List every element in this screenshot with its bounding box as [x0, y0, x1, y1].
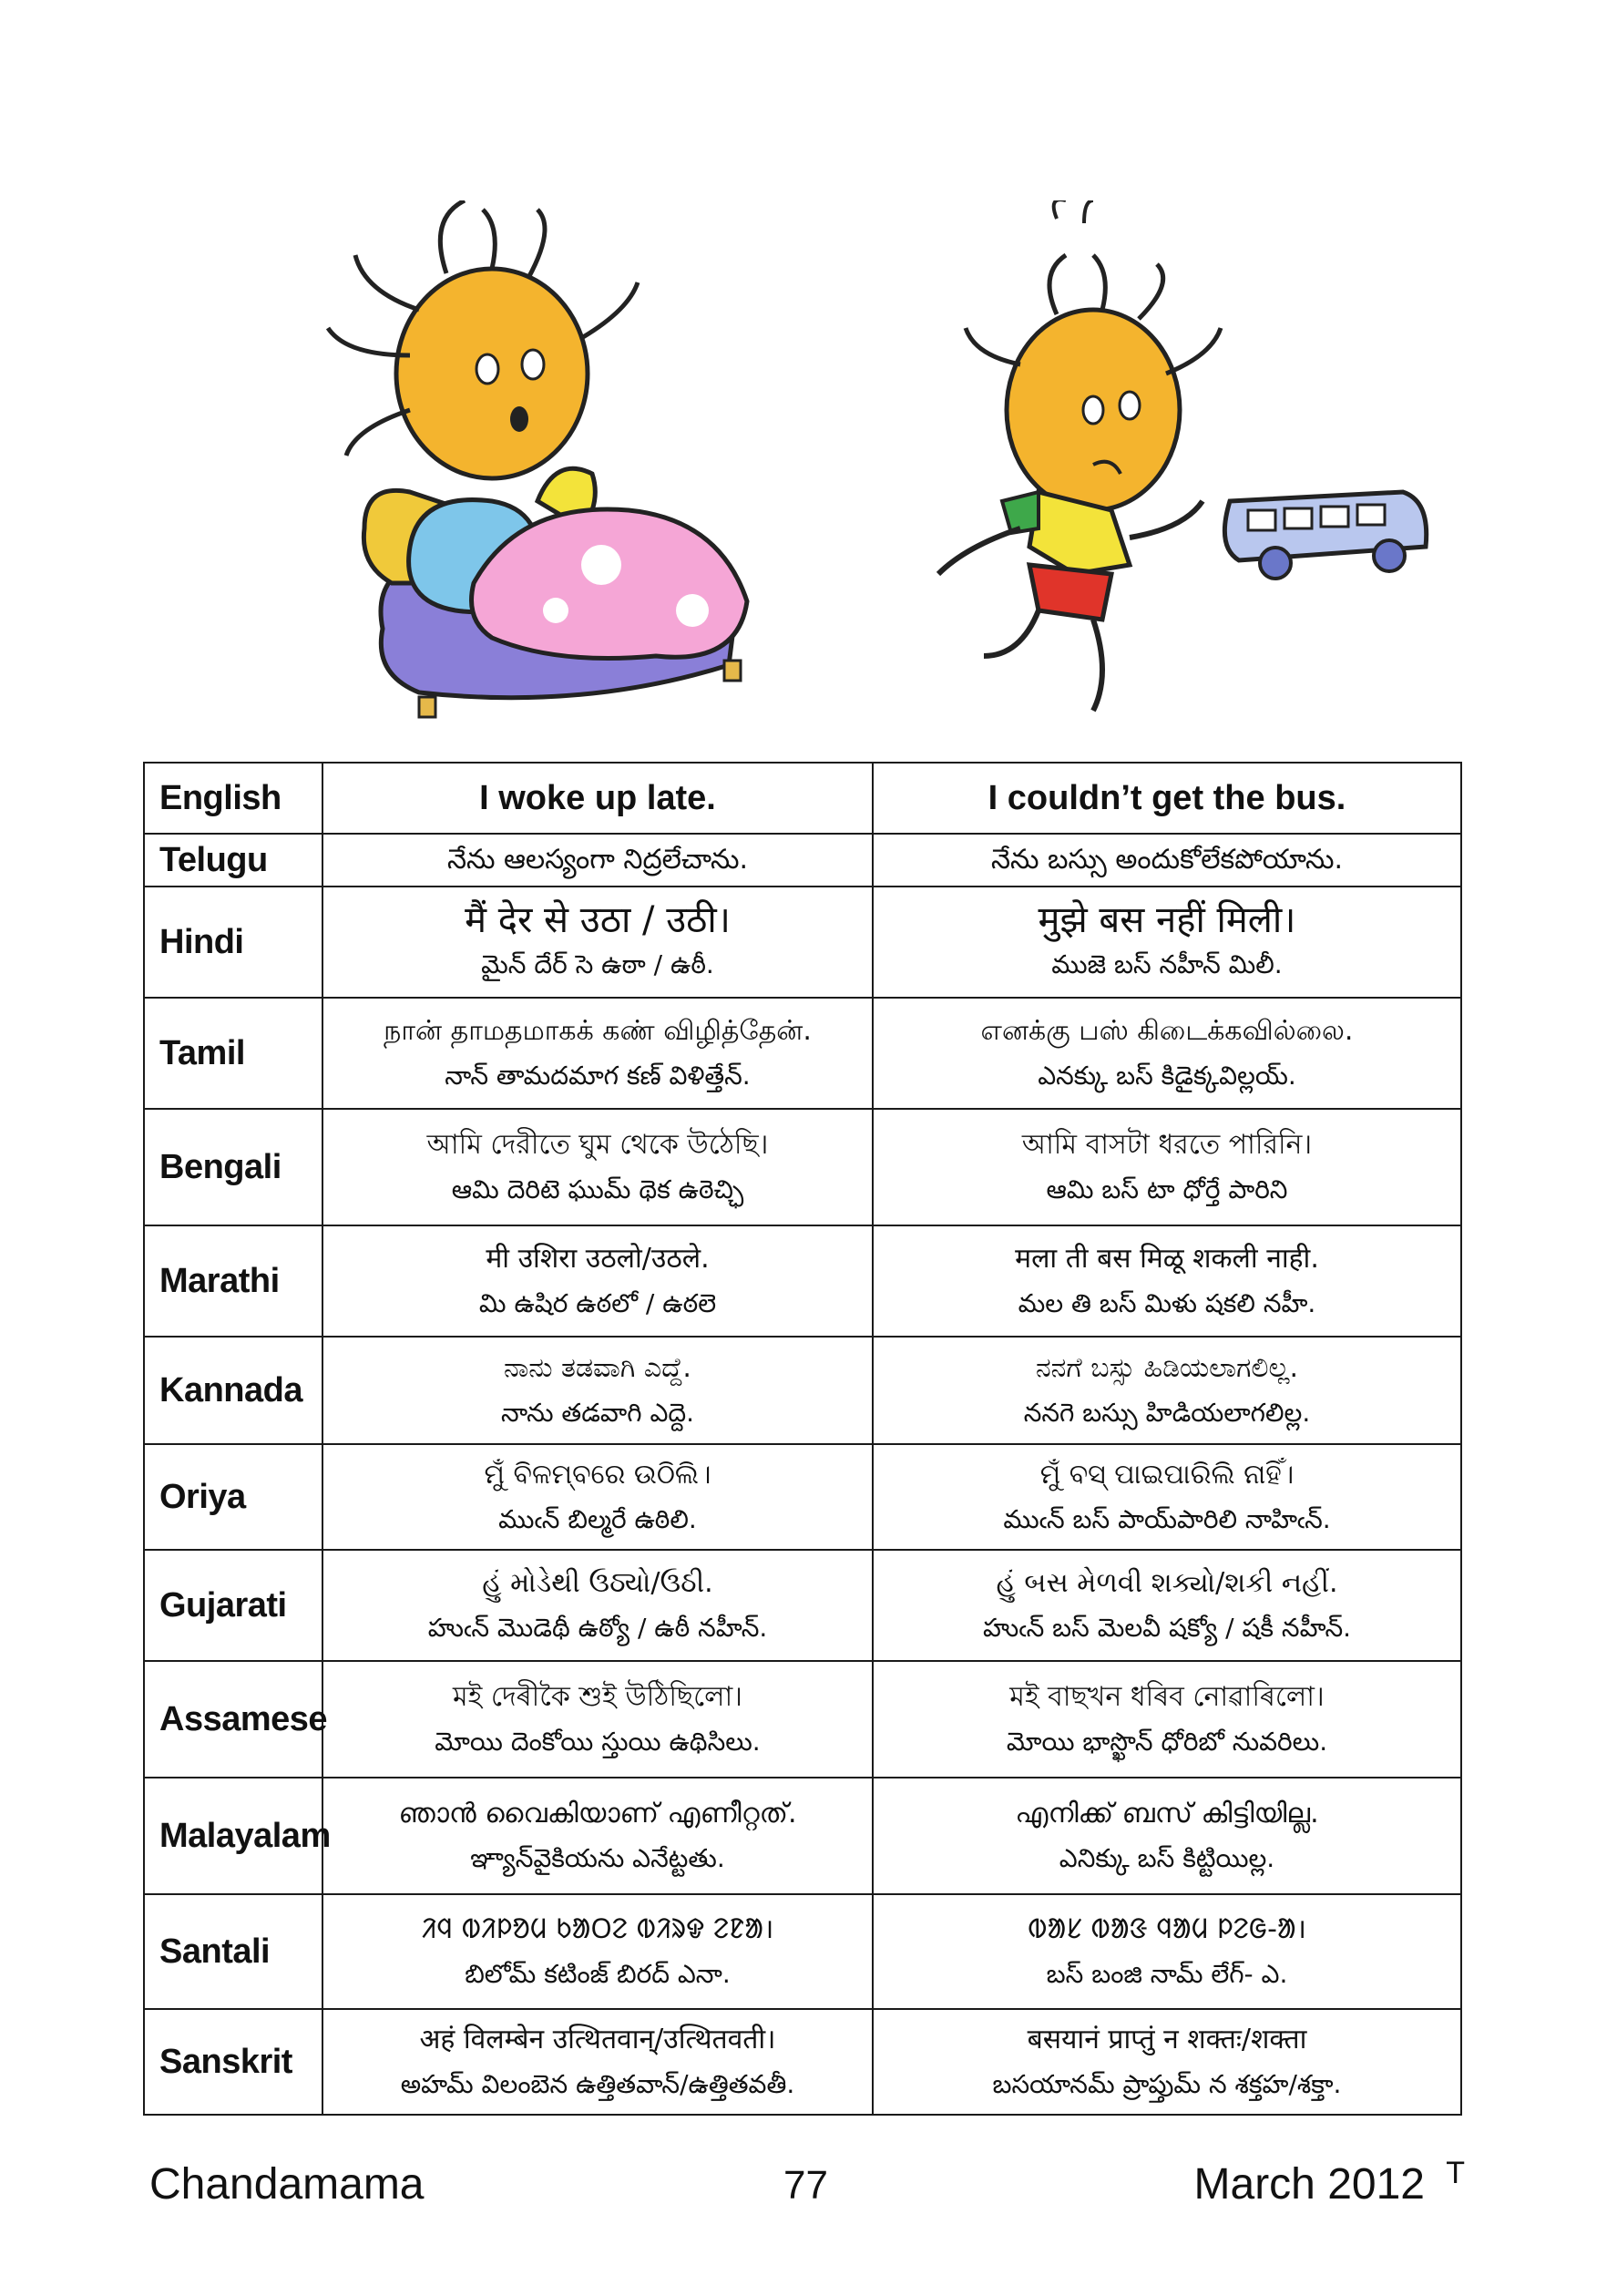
page-footer [146, 2156, 1476, 2223]
telugu-transliteration-line: మోయి భాస్ఖొన్ ధోరిబో నువరిలు. [1006, 1727, 1328, 1757]
native-script-line: હું બસ મેળવી શક્યો/શકી નહીં. [996, 1567, 1338, 1599]
telugu-transliteration-line: ననగె బస్సు హిడియలాగలిల్ల. [1023, 1398, 1311, 1428]
footer-mark: T [1446, 2156, 1465, 2190]
native-script-line: মই বাছখন ধৰিব নোৱাৰিলো। [1009, 1681, 1325, 1713]
telugu-transliteration-line: నాన్ తామదమాగ కణ్ విళిత్తేన్. [445, 1061, 751, 1091]
native-script-line: মই দেৰীকৈ শুই উঠিছিলো। [453, 1681, 742, 1713]
sleeping-boy-in-bed [328, 200, 747, 717]
native-script-line: હું મોડેથી ઉઠ્યો/ઉઠી. [482, 1567, 713, 1599]
native-script-line: अहं विलम्बेन उत्थितवान्/उत्थितवती। [419, 2024, 776, 2055]
table-row [144, 1337, 1461, 1444]
telugu-transliteration-line: ముఁన్ బిల్మరే ఉఠిలి. [498, 1504, 697, 1534]
telugu-transliteration-line: బిలోమ్ కటింజ్ బిరద్ ఎనా. [465, 1959, 731, 1989]
row-language: Kannada [144, 1337, 322, 1444]
table-row [144, 1661, 1461, 1778]
footer-page-number: 77 [783, 2163, 828, 2208]
telugu-transliteration-line: మి ఉషిర ఉఠలో / ఉఠలె [478, 1288, 717, 1318]
table-row [144, 1109, 1461, 1225]
phrase-cell [322, 887, 873, 998]
phrase-cell [322, 1778, 873, 1894]
native-script-line: నేను బస్సు అందుకోలేకపోయాను. [990, 844, 1344, 876]
native-script-line: ᱵᱟᱥ ᱵᱟᱝ ᱧᱟᱢ ᱞᱮᱜ-ᱟ। [1027, 1913, 1307, 1945]
running-boy [938, 200, 1221, 711]
native-script-line: बसयानं प्राप्तुं न शक्तः/शक्ता [1027, 2024, 1307, 2055]
header-phrase-2: I couldn’t get the bus. [873, 763, 1461, 834]
telugu-transliteration-line: ఎనిక్కు బస్ కిట్టియిల్ల. [1059, 1843, 1275, 1873]
table-row [144, 887, 1461, 998]
row-language: Gujarati [144, 1550, 322, 1661]
table-row [144, 1225, 1461, 1337]
native-script-line: আমি বাসটা ধরতে পারিনি। [1021, 1129, 1313, 1161]
phrase-cell [322, 998, 873, 1109]
table-row [144, 1778, 1461, 1894]
telugu-transliteration-line: ముజె బస్ నహీన్ మిలీ. [1051, 949, 1283, 979]
telugu-transliteration-line: ముఁన్ బస్ పాయ్‌పారిలి నాహిఁన్. [1003, 1504, 1331, 1534]
table-row [144, 998, 1461, 1109]
phrase-cell [873, 2009, 1461, 2115]
phrase-cell [873, 1109, 1461, 1225]
native-script-line: ഞാൻ വൈകിയാണ് എണീറ്റത്. [398, 1798, 797, 1830]
phrase-cell [322, 1225, 873, 1337]
telugu-transliteration-line: ఎనక్కు బస్ కిడైక్కవిల్లయ్. [1038, 1061, 1296, 1091]
table-row [144, 2009, 1461, 2115]
phrase-cell [322, 1109, 873, 1225]
header-phrase-1: I woke up late. [322, 763, 873, 834]
native-script-line: ମୁଁ ବିଳମ୍ବରେ ଉଠିଲି। [484, 1459, 711, 1491]
phrase-cell [873, 1444, 1461, 1550]
footer-issue-date: March 2012 [1193, 2160, 1425, 2209]
telugu-transliteration-line: హుఁన్ మొడెథీ ఉఠ్యో / ఉఠీ నహీన్. [427, 1613, 768, 1643]
row-language: Oriya [144, 1444, 322, 1550]
native-script-line: ମୁଁ ବସ୍ ପାଇପାରିଲି ନାହିଁ। [1039, 1459, 1295, 1491]
native-script-line: ನನಗೆ ಬಸ್ಸು ಹಿಡಿಯಲಾಗಲಿಲ್ಲ. [1035, 1352, 1299, 1384]
telugu-transliteration-line: హుఁన్ బస్ మెలవీ షక్యో / షకీ నహీన్. [982, 1613, 1352, 1643]
native-script-line: എനിക്ക് ബസ് കിട്ടിയില്ല. [1015, 1798, 1319, 1830]
native-script-line: நான் தாமதமாகக் கண் விழித்தேன். [384, 1015, 812, 1047]
row-language: Marathi [144, 1225, 322, 1337]
table-row [144, 1894, 1461, 2009]
native-script-line: எனக்கு பஸ் கிடைக்கவில்லை. [980, 1015, 1354, 1047]
phrase-cell [322, 1661, 873, 1778]
phrase-cell [322, 1550, 873, 1661]
telugu-transliteration-line: అహమ్ విలంబెన ఉత్తితవాన్/ఉత్తితవతీ. [400, 2069, 795, 2099]
row-language: Malayalam [144, 1778, 322, 1894]
phrase-cell [873, 1661, 1461, 1778]
phrase-cell [873, 1337, 1461, 1444]
telugu-transliteration-line: బస్ బంజి నామ్ లేగ్- ఎ. [1046, 1959, 1288, 1989]
bus [1224, 492, 1426, 579]
native-script-line: আমি দেরীতে ঘুম থেকে উঠেছি। [426, 1129, 769, 1161]
phrase-cell [322, 1894, 873, 2009]
cartoon-illustration [310, 200, 1458, 747]
telugu-transliteration-line: మైన్ దేర్ సె ఉఠా / ఉఠీ. [481, 949, 714, 979]
row-language: Santali [144, 1894, 322, 2009]
row-language: Hindi [144, 887, 322, 998]
telugu-transliteration-line: ఆమి దెరిటె ఘుమ్ థెక ఉఠెచ్ఛి [451, 1174, 744, 1204]
row-language: Tamil [144, 998, 322, 1109]
native-script-line: నేను ఆలస్యంగా నిద్రలేచాను. [446, 844, 749, 876]
row-language: Bengali [144, 1109, 322, 1225]
row-language: Assamese [144, 1661, 322, 1778]
phrase-cell [873, 998, 1461, 1109]
native-script-line: ನಾನು ತಡವಾಗಿ ಎದ್ದೆ. [504, 1352, 691, 1384]
native-script-line: मुझे बस नहीं मिली। [1038, 899, 1296, 941]
native-script-line: मैं देर से उठा / उठी। [465, 899, 731, 941]
phrase-cell [873, 1894, 1461, 2009]
phrase-cell [322, 1337, 873, 1444]
phrase-cell [873, 1225, 1461, 1337]
phrase-cell [322, 834, 873, 887]
phrase-cell [873, 1550, 1461, 1661]
phrase-cell [322, 1444, 873, 1550]
phrase-cell [873, 834, 1461, 887]
telugu-transliteration-line: ఆమి బస్ టా ధోర్తే పారిని [1046, 1174, 1288, 1204]
phrase-cell [873, 887, 1461, 998]
row-language: Telugu [144, 834, 322, 887]
native-script-line: ᱤᱧ ᱵᱤᱞᱚᱢ ᱠᱟᱛᱮ ᱵᱤᱨᱫ ᱮᱱᱟ। [421, 1913, 774, 1945]
phrase-cell [873, 1778, 1461, 1894]
telugu-transliteration-line: నాను తడవాగి ఎద్దె. [500, 1398, 695, 1428]
telugu-transliteration-line: మల తి బస్ మిళు షకలి నహీ. [1018, 1288, 1316, 1318]
table-row [144, 1444, 1461, 1550]
footer-magazine-name: Chandamama [149, 2160, 425, 2209]
native-script-line: मी उशिरा उठलो/उठले. [486, 1243, 710, 1275]
row-language: Sanskrit [144, 2009, 322, 2115]
telugu-transliteration-line: బసయానమ్ ప్రాప్తుమ్ న శక్తహ/శక్తా. [992, 2069, 1342, 2099]
telugu-transliteration-line: మోయి దెంకోయి స్తుయి ఉథిసిలు. [435, 1727, 761, 1757]
header-row [144, 763, 1461, 834]
table-row [144, 834, 1461, 887]
telugu-transliteration-line: ఞ్యాన్‌వైకియను ఎనేట్టతు. [470, 1843, 725, 1873]
header-lang: English [144, 763, 322, 834]
table-row [144, 1550, 1461, 1661]
native-script-line: मला ती बस मिळू शकली नाही. [1015, 1243, 1319, 1275]
phrase-table [143, 762, 1462, 2116]
phrase-cell [322, 2009, 873, 2115]
